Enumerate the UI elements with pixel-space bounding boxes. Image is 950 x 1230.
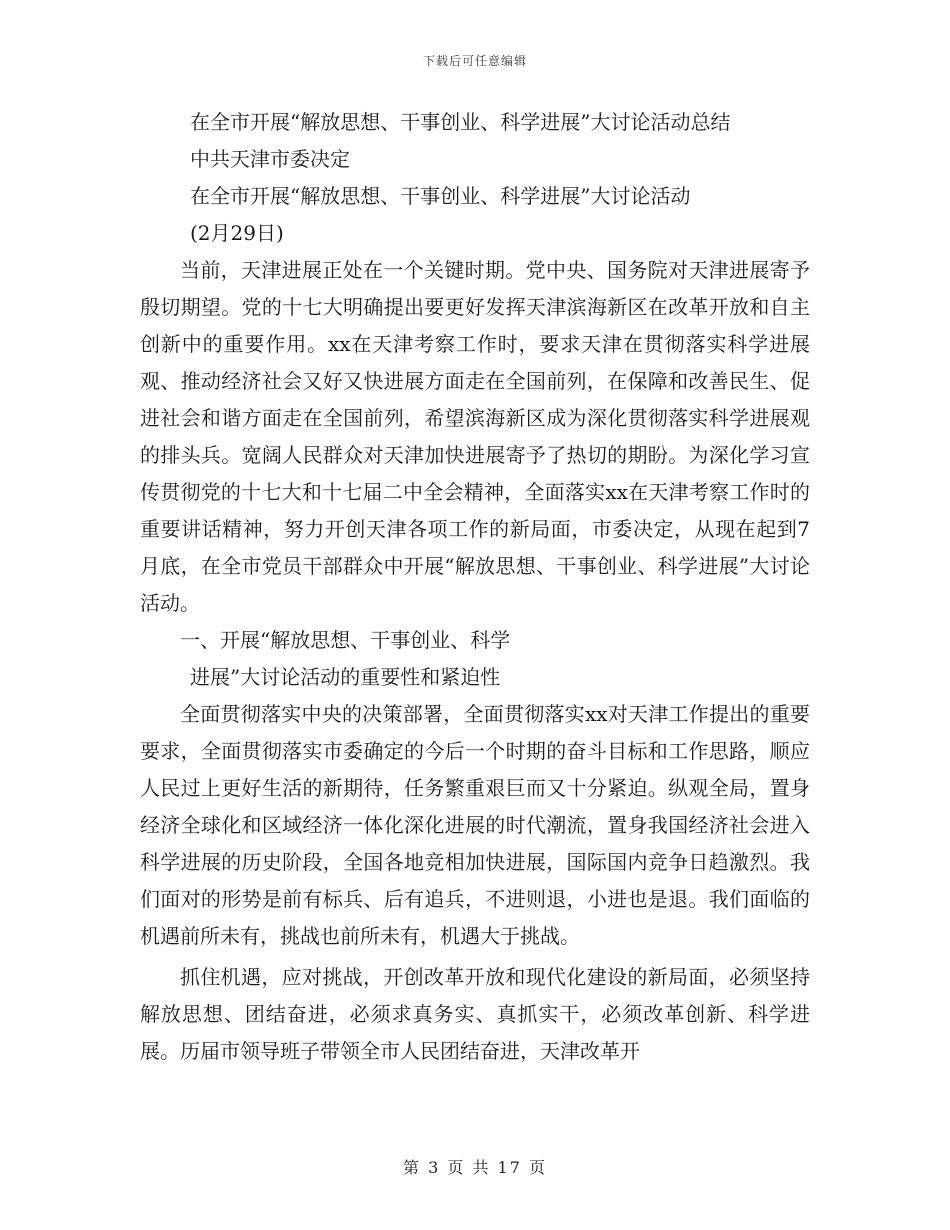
paragraph-intro: 当前，天津进展正处在一个关键时期。党中央、国务院对天津进展寄予殷切期望。党的十七大明确提出要更好发挥天津滨海新区在改革开放和自主创新中的重要作用。xx在天津考察工作时，要求天津在贯彻落实科学进展观、推动经济社会又好又快进展方面走在全国前列，在保障和改善民生、促进社会和谐方面走在全国前列，希望滨海新区成为深化贯彻落实科学进展观的排头兵。宽阔人民群众对天津加快进展寄予了热切的期盼。为深化学习宣传贯彻党的十七大和十七届二中全会精神，全面落实xx在天津考察工作时的重要讲话精神，努力开创天津各项工作的新局面，市委决定，从现在起到7月底，在全市党员干部群众中开展“解放思想、干事创业、科学进展”大讨论活动。	[140, 258, 810, 615]
date-line: (2月29日)	[190, 221, 284, 245]
document-body	[140, 104, 810, 1070]
header-note: 下载后可任意编辑	[422, 54, 527, 68]
decision-title: 在全市开展“解放思想、干事创业、科学进展”大讨论活动	[190, 184, 691, 208]
section-heading-continued: 进展”大讨论活动的重要性和紧迫性	[190, 665, 501, 689]
paragraph-opportunity: 抓住机遇，应对挑战，开创改革开放和现代化建设的新局面，必须坚持解放思想、团结奋进，必须求真务实、真抓实干，必须改革创新、科学进展。历届市领导班子带领全市人民团结奋进，天津改革开	[140, 965, 810, 1063]
document-title: 在全市开展“解放思想、干事创业、科学进展”大讨论活动总结	[190, 110, 731, 134]
paragraph-situation: 全面贯彻落实中央的决策部署，全面贯彻落实xx对天津工作提出的重要要求，全面贯彻落实市委确定的今后一个时期的奋斗目标和工作思路，顺应人民过上更好生活的新期待，任务繁重艰巨而又十分紧迫。纵观全局，置身经济全球化和区域经济一体化深化进展的时代潮流，置身我国经济社会进入科学进展的历史阶段，全国各地竞相加快进展，国际国内竞争日趋激烈。我们面对的形势是前有标兵、后有追兵，不进则退，小进也是退。我们面临的机遇前所未有，挑战也前所未有，机遇大于挑战。	[140, 702, 810, 948]
page-number-footer: 第 3 页 共 17 页	[403, 1158, 547, 1177]
issuer-line: 中共天津市委决定	[190, 147, 350, 171]
section-heading: 一、开展“解放思想、干事创业、科学	[180, 628, 511, 652]
